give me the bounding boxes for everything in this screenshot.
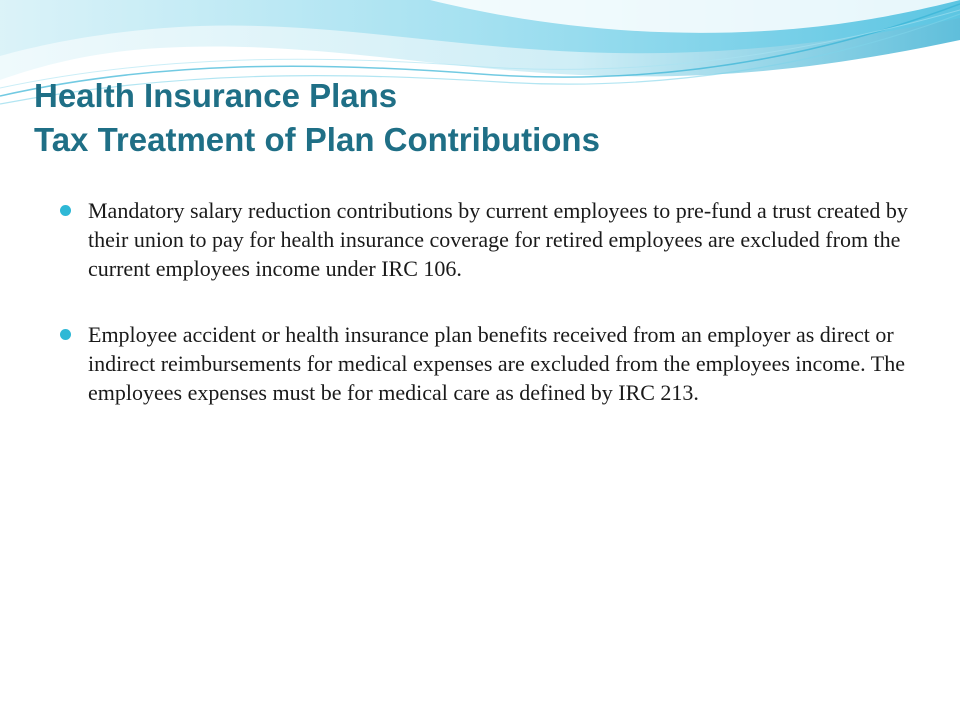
- slide-title: [34, 74, 934, 162]
- bullet-list: [60, 196, 910, 407]
- bullet-text: Mandatory salary reduction contributions by current employees to pre-fund a trust created by their union to pay for health insurance coverage for retired employees are excluded from the current employees income under IRC 106.: [88, 198, 908, 281]
- title-line-2: Tax Treatment of Plan Contributions: [34, 121, 600, 158]
- bullet-dot-icon: [60, 205, 71, 216]
- bullet-dot-icon: [60, 329, 71, 340]
- bullet-item: [60, 196, 910, 283]
- bullet-item: [60, 320, 910, 407]
- title-line-1: Health Insurance Plans: [34, 77, 398, 114]
- bullet-text: Employee accident or health insurance plan benefits received from an employer as direct or indirect reimbursements for medical expenses are excluded from the employees income. The employees expenses must be for medical care as defined by IRC 213.: [88, 322, 905, 405]
